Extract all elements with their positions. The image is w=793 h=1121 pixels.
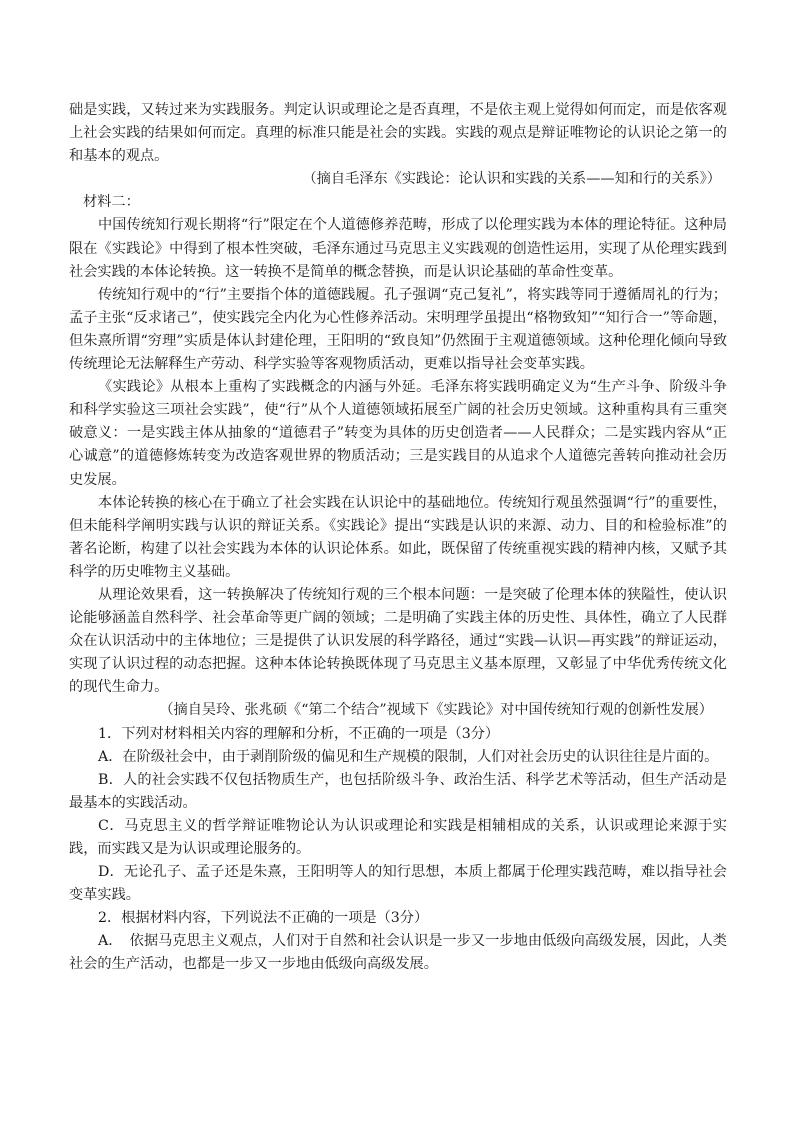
source-citation-2: （摘自吴玲、张兆硕《“第二个结合”视域下《实践论》对中国传统知行观的创新性发展） (159, 702, 713, 719)
material2-heading: 材料二： (83, 194, 140, 211)
question-1-option-d: D．无论孔子、孟子还是朱熹，王阳明等人的知行思想，本质上都属于伦理实践范畴，难以指导社会变革实践。 (69, 864, 727, 904)
document-body (69, 99, 727, 977)
material2-paragraph: 《实践论》从根本上重构了实践概念的内涵与外延。毛泽东将实践明确定义为“生产斗争、阶级斗争和科学实验这三项社会实践”，使“行”从个人道德领域拓展至广阔的社会历史领域。这种重构具有三重突破意义：一是实践主体从抽象的“道德君子”转变为具体的历史创造者——人民群众；二是实践内容从“正心诚意”的道德修炼转变为改造客观世界的物质活动；三是实践目的从追求个人道德完善转向推动社会历史发展。 (69, 379, 727, 488)
question-1-option-a: A．在阶级社会中，由于剥削阶级的偏见和生产规模的限制，人们对社会历史的认识往往是片面的。 (98, 748, 719, 765)
material2-paragraph: 从理论效果看，这一转换解决了传统知行观的三个根本问题：一是突破了伦理本体的狭隘性，使认识论能够涵盖自然科学、社会革命等更广阔的领域；二是明确了实践主体的历史性、具体性，确立了人民群众在认识活动中的主体地位；三是提供了认识发展的科学路径，通过“实践—认识—再实践”的辩证运动，实现了认识过程的动态把握。这种本体论转换既体现了马克思主义基本原理，又彰显了中华优秀传统文化的现代生命力。 (69, 586, 727, 696)
material2-paragraph: 中国传统知行观长期将“行”限定在个人道德修养范畴，形成了以伦理实践为本体的理论特征。这种局限在《实践论》中得到了根本性突破，毛泽东通过马克思主义实践观的创造性运用，实现了从伦理实践到社会实践的本体论转换。这一转换不是简单的概念替换，而是认识论基础的革命性变革。 (69, 217, 727, 280)
question-1-option-c: C．马克思主义的哲学辩证唯物论认为认识或理论和实践是相辅相成的关系，认识或理论来源于实践，而实践又是为认识或理论服务的。 (69, 817, 727, 857)
question-2-option-a: A． 依据马克思主义观点，人们对于自然和社会认识是一步又一步地由低级向高级发展，因此，人类社会的生产活动，也都是一步又一步地由低级向高级发展。 (69, 933, 727, 973)
material1-tail-paragraph: 础是实践，又转过来为实践服务。判定认识或理论之是否真理，不是依主观上觉得如何而定，而是依客观上社会实践的结果如何而定。真理的标准只能是社会的实践。实践的观点是辩证唯物论的认识论之第一的和基本的观点。 (69, 102, 727, 165)
source-citation-1: （摘自毛泽东《实践论：论认识和实践的关系——知和行的关系》） (302, 171, 721, 188)
question-1-option-b: B．人的社会实践不仅包括物质生产，也包括阶级斗争、政治生活、科学艺术等活动，但生产活动是最基本的实践活动。 (69, 771, 727, 811)
material2-paragraph: 本体论转换的核心在于确立了社会实践在认识论中的基础地位。传统知行观虽然强调“行”的重要性，但未能科学阐明实践与认识的辩证关系。《实践论》提出“实践是认识的来源、动力、目的和检验标准”的著名论断，构建了以社会实践为本体的认识论体系。如此，既保留了传统重视实践的精神内核，又赋予其科学的历史唯物主义基础。 (69, 494, 727, 580)
question-1-stem: 1．下列对材料相关内容的理解和分析，不正确的一项是（3分） (98, 725, 500, 742)
material2-paragraph: 传统知行观中的“行”主要指个体的道德践履。孔子强调“克己复礼”，将实践等同于遵循周礼的行为；孟子主张“反求诸己”，使实践完全内化为心性修养活动。宋明理学虽提出“格物致知”“知行合一”等命题，但朱熹所谓“穷理”实质是体认封建伦理，王阳明的“致良知”仍然囿于主观道德领域。这种伦理化倾向导致传统理论无法解释生产劳动、科学实验等客观物质活动，更难以指导社会变革实践。 (69, 286, 727, 373)
question-2-stem: 2．根据材料内容，下列说法不正确的一项是（3分） (98, 910, 429, 927)
